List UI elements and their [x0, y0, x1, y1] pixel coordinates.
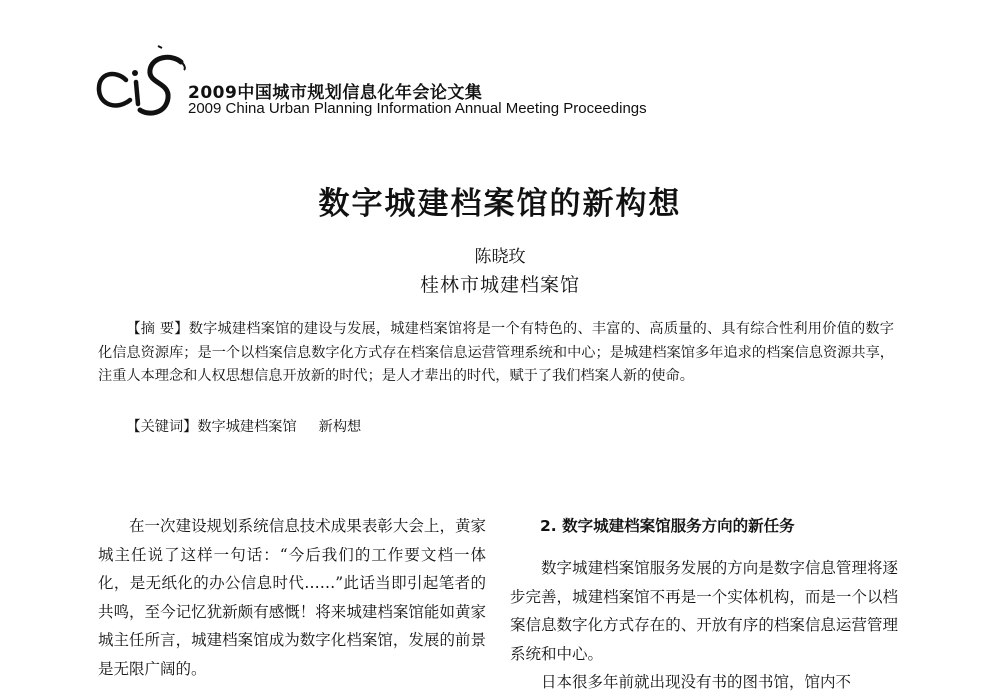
logo-swash: [181, 62, 185, 70]
keywords: [98, 416, 894, 440]
logo-letter-s: [140, 57, 181, 113]
keyword-item: 新构想: [318, 419, 362, 435]
keyword-item: 数字城建档案馆: [197, 419, 297, 435]
abstract-label: 【摘 要】: [126, 321, 189, 337]
paper-author: 陈晓玫: [474, 247, 526, 267]
section-2-heading: 2. 数字城建档案馆服务方向的新任务: [540, 517, 795, 535]
intro-paragraph: 在一次建设规划系统信息技术成果表彰大会上，黄家城主任说了这样一句话：“今后我们的工作要文档一体化，是无纸化的办公信息时代……”此话当即引起笔者的共鸣，至今记忆犹新颇有感慨！将来城建档案馆能如黄家城主任所言，城建档案馆成为数字化档案馆，发展的前景是无限广阔的。: [98, 517, 486, 678]
section-2-paragraph: 数字城建档案馆服务发展的方向是数字信息管理将逐步完善，城建档案馆不再是一个实体机构，而是一个以档案信息数字化方式存在的、开放有序的档案信息运营管理系统和中心。: [510, 559, 898, 663]
logo-dot-mark: [158, 46, 162, 48]
paper-title: 数字城建档案馆的新构想: [318, 186, 682, 222]
logo-letter-i: [136, 82, 138, 104]
left-column: [98, 512, 486, 684]
logo-letter-c: [99, 74, 130, 105]
conference-title-cn: 2009中国城市规划信息化年会论文集: [188, 83, 483, 103]
logo-i-dot: [132, 70, 138, 76]
paper-affiliation: 桂林市城建档案馆: [419, 274, 580, 296]
conference-title-en: 2009 China Urban Planning Information Annual Meeting Proceedings: [188, 100, 647, 117]
abstract-text: 数字城建档案馆的建设与发展，城建档案馆将是一个有特色的、丰富的、高质量的、具有综合性利用价值的数字化信息资源库；是一个以档案信息数字化方式存在档案信息运营管理系统和中心；是城建档案馆多年追求的档案信息资源共享，注重人本理念和人权思想信息开放新的时代；是人才辈出的时代，赋于了我们档案人新的使命。: [98, 321, 894, 384]
section-2-paragraph-continued: 日本很多年前就出现没有书的图书馆，馆内不: [541, 673, 852, 692]
cis-logo: [86, 40, 186, 120]
abstract: [98, 318, 894, 389]
right-column: [510, 512, 898, 697]
keywords-label: 【关键词】: [126, 419, 198, 435]
